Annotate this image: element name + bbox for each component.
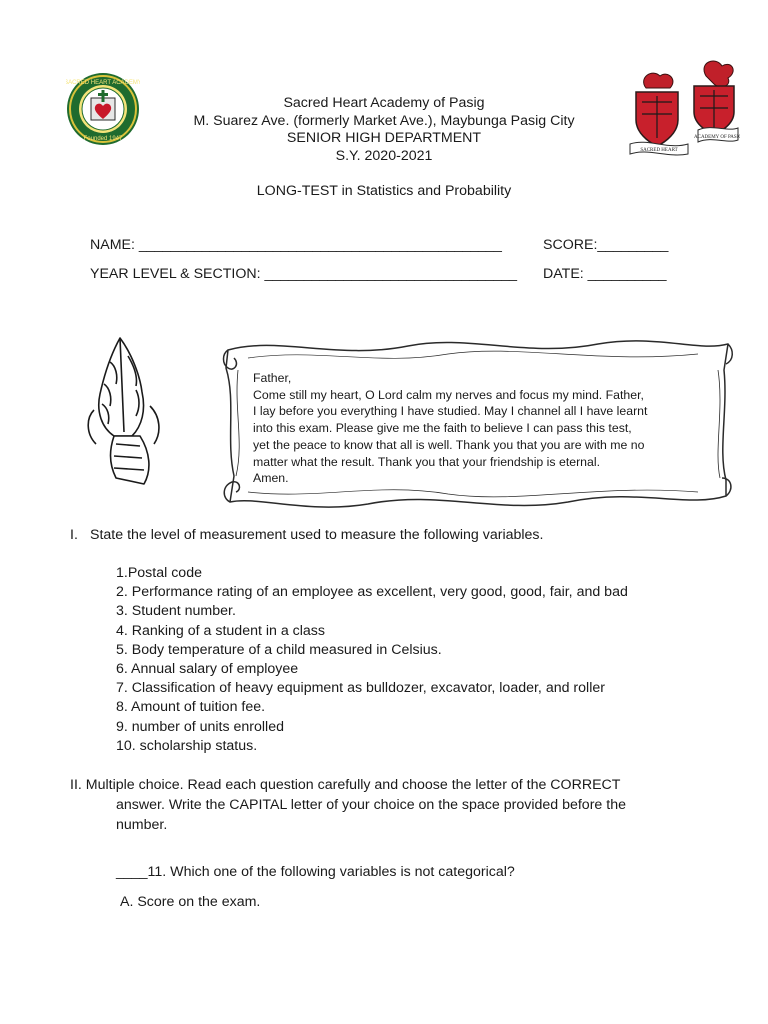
list-item: 10. scholarship status. (116, 737, 258, 754)
part2-instruction-line3: number. (116, 817, 168, 833)
section-field[interactable]: YEAR LEVEL & SECTION: ________________________________ (90, 266, 518, 282)
list-item: 2. Performance rating of an employee as excellent, very good, good, fair, and bad (116, 584, 628, 601)
prayer-line: matter what the result. Thank you that your friendship is eternal. (253, 454, 600, 469)
praying-hands-icon (80, 332, 176, 492)
list-item: 8. Amount of tuition fee. (116, 699, 266, 716)
document-header (0, 95, 768, 165)
department-name: SENIOR HIGH DEPARTMENT (286, 130, 482, 146)
list-item: 1.Postal code (116, 565, 202, 581)
part1-number: I. (70, 527, 78, 543)
list-item: 5. Body temperature of a child measured in Celsius. (116, 641, 442, 658)
date-field[interactable]: DATE: __________ (543, 266, 667, 282)
crest-banner-text-1: SACRED HEART (640, 148, 678, 153)
school-year: S.Y. 2020-2021 (335, 147, 433, 164)
school-name: Sacred Heart Academy of Pasig (283, 95, 485, 111)
question-11[interactable]: ____11. Which one of the following variables is not categorical? (116, 864, 515, 880)
seal-ring-text-bottom: Founded 1947 (83, 136, 123, 142)
test-title: LONG-TEST in Statistics and Probability (256, 183, 512, 199)
prayer-line: into this exam. Please give me the faith to believe I can pass this test, (253, 421, 632, 436)
prayer-line: Come still my heart, O Lord calm my nerves and focus my mind. Father, (253, 387, 644, 402)
list-item: 3. Student number. (116, 603, 236, 620)
prayer-line: Father, (253, 371, 292, 385)
school-address: M. Suarez Ave. (formerly Market Ave.), Maybunga Pasig City (193, 112, 575, 129)
part2-instruction-line1: II. Multiple choice. Read each question carefully and choose the letter of the CORRECT (70, 777, 621, 793)
list-item: 6. Annual salary of employee (116, 661, 299, 678)
part1-item-list (116, 564, 628, 756)
list-item: 9. number of units enrolled (116, 718, 284, 735)
prayer-line: Amen. (253, 471, 289, 486)
prayer-line: yet the peace to know that all is well. Thank you that you are with me no (253, 437, 645, 452)
crest-banner-text-2: ACADEMY OF PASIG (694, 135, 740, 140)
part1-instruction: State the level of measurement used to measure the following variables. (90, 527, 544, 543)
prayer-line: I lay before you everything I have studied. May I channel all I have learnt (253, 404, 648, 419)
prayer-text (253, 370, 703, 487)
list-item: 7. Classification of heavy equipment as bulldozer, excavator, loader, and roller (116, 680, 605, 697)
seal-ring-text-top: SACRED HEART ACADEMY (66, 80, 140, 86)
part2-instruction-line2: answer. Write the CAPITAL letter of your choice on the space provided before the (116, 797, 626, 813)
question-11-option-a: A. Score on the exam. (120, 894, 261, 910)
name-field[interactable]: NAME: ______________________________________________ (90, 237, 502, 253)
score-field[interactable]: SCORE:_________ (543, 237, 669, 253)
list-item: 4. Ranking of a student in a class (116, 622, 325, 639)
